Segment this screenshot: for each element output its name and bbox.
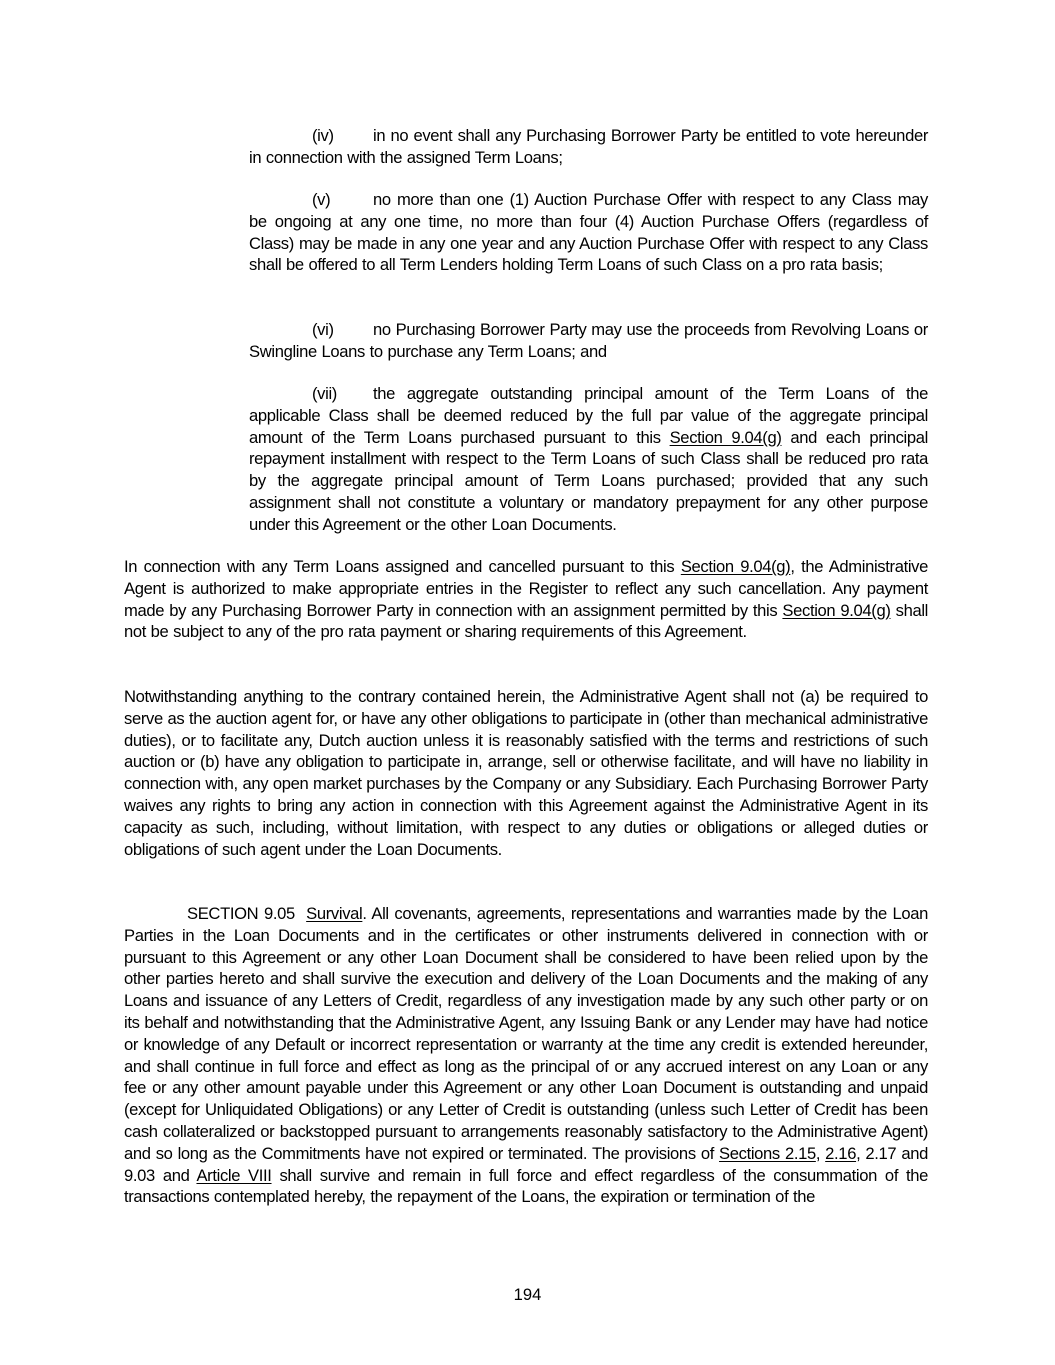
- clause-v: [249, 189, 928, 276]
- section-reference-link[interactable]: Sections 2.15: [719, 1143, 816, 1163]
- section-text: ,: [815, 1143, 826, 1163]
- section-reference-link[interactable]: Section 9.04(g): [782, 600, 891, 620]
- clause-text: no more than one (1) Auction Purchase Offer with respect to any Class may be ongoing at any one time, no more than four (4) Auction Purchase Offers (regardless of Class) may be made in any one year and any Auction Purchase Offer with respect to any Class shall be offered to all Term Lenders holding Term Loans of such Class on a pro rata basis;: [249, 190, 928, 275]
- section-text: shall survive and remain in full force and effect regardless of the consummation of the transactions contemplated hereby, the repayment of the Loans, the expiration or termination of the: [124, 1165, 929, 1207]
- paragraph-notwithstanding: [124, 686, 928, 860]
- paragraph-text: , the Administrative Agent is authorized to make appropriate entries in the Register to reflect any such cancellation. Any payment made by any Purchasing Borrower Party in connection with an assignment permitted by this: [124, 557, 928, 620]
- clause-vi: [249, 319, 928, 363]
- paragraph-text: In connection with any Term Loans assigned and cancelled pursuant to this: [124, 557, 681, 576]
- section-9-05: [124, 903, 928, 1208]
- clause-text: the aggregate outstanding principal amount of the Term Loans of the applicable Class shall be deemed reduced by the full par value of the aggregate principal amount of the Term Loans purchased pursuant to this: [249, 384, 928, 447]
- clause-text: and each principal repayment installment with respect to the Term Loans of such Class shall be reduced pro rata by the aggregate principal amount of Term Loans purchased; provided that any such assignment shall not constitute a voluntary or mandatory prepayment for any other purpose under this Agreement or the other Loan Documents.: [249, 427, 928, 534]
- clause-text: no Purchasing Borrower Party may use the proceeds from Revolving Loans or Swingline Loans to purchase any Term Loans; and: [249, 320, 928, 361]
- paragraph-text: Notwithstanding anything to the contrary contained herein, the Administrative Agent shall not (a) be required to serve as the auction agent for, or have any other obligations to participate in (other than mechanical administrative duties), or to facilitate any, Dutch auction unless it is reasonably satisfied with the terms and restrictions of such auction or (b) have any obligation to participate in, arrange, sell or otherwise facilitate, and will have no liability in connection with, any open market purchases by the Company or any Subsidiary. Each Purchasing Borrower Party waives any rights to bring any action in connection with this Agreement against the Administrative Agent in its capacity as such, including, without limitation, with respect to any duties or obligations or alleged duties or obligations of such agent under the Loan Documents.: [124, 687, 928, 859]
- section-reference-link[interactable]: Section 9.04(g): [680, 557, 791, 576]
- section-title: Survival: [306, 904, 363, 923]
- clause-text: in no event shall any Purchasing Borrower Party be entitled to vote hereunder in connection with the assigned Term Loans;: [249, 126, 928, 167]
- clause-number: (vii): [312, 384, 337, 403]
- clause-vii: [249, 383, 928, 536]
- paragraph-connection: [124, 556, 928, 643]
- section-text: . All covenants, agreements, representations and warranties made by the Loan Parties in the Loan Documents and in the certificates or other instruments delivered in connection with or pursuant to this Agreement or any other Loan Document shall be considered to have been relied upon by the other parties hereto and shall survive the execution and delivery of the Loan Documents and the making of any Loans and issuance of any Letters of Credit, regardless of any investigation made by any such other party or on its behalf and notwithstanding that the Administrative Agent, any Issuing Bank or any Lender may have had notice or knowledge of any Default or incorrect representation or warranty at the time any credit is extended hereunder, and shall continue in full force and effect as long as the principal of or any accrued interest on any Loan or any fee or any other amount payable under this Agreement or any other Loan Document is outstanding and unpaid (except for Unliquidated Obligations) or any Letter of Credit is outstanding (unless such Letter of Credit has been cash collateralized or backstopped pursuant to arrangements reasonably satisfactory to the Administrative Agent) and so long as the Commitments have not expired or terminated. The provisions of: [124, 904, 928, 1163]
- section-reference-link[interactable]: Section 9.04(g): [669, 427, 782, 447]
- section-label: SECTION 9.05: [187, 904, 295, 923]
- clause-number: (vi): [312, 320, 334, 339]
- page-number: 194: [513, 1285, 542, 1304]
- section-reference-link[interactable]: 2.16: [825, 1143, 857, 1163]
- section-text: , 2.17 and 9.03 and: [124, 1143, 928, 1185]
- article-reference-link[interactable]: Article VIII: [196, 1165, 272, 1185]
- clause-iv: [249, 125, 928, 169]
- clause-number: (v): [312, 190, 331, 209]
- paragraph-text: shall not be subject to any of the pro rata payment or sharing requirements of this Agreement.: [124, 600, 928, 642]
- clause-number: (iv): [312, 126, 334, 145]
